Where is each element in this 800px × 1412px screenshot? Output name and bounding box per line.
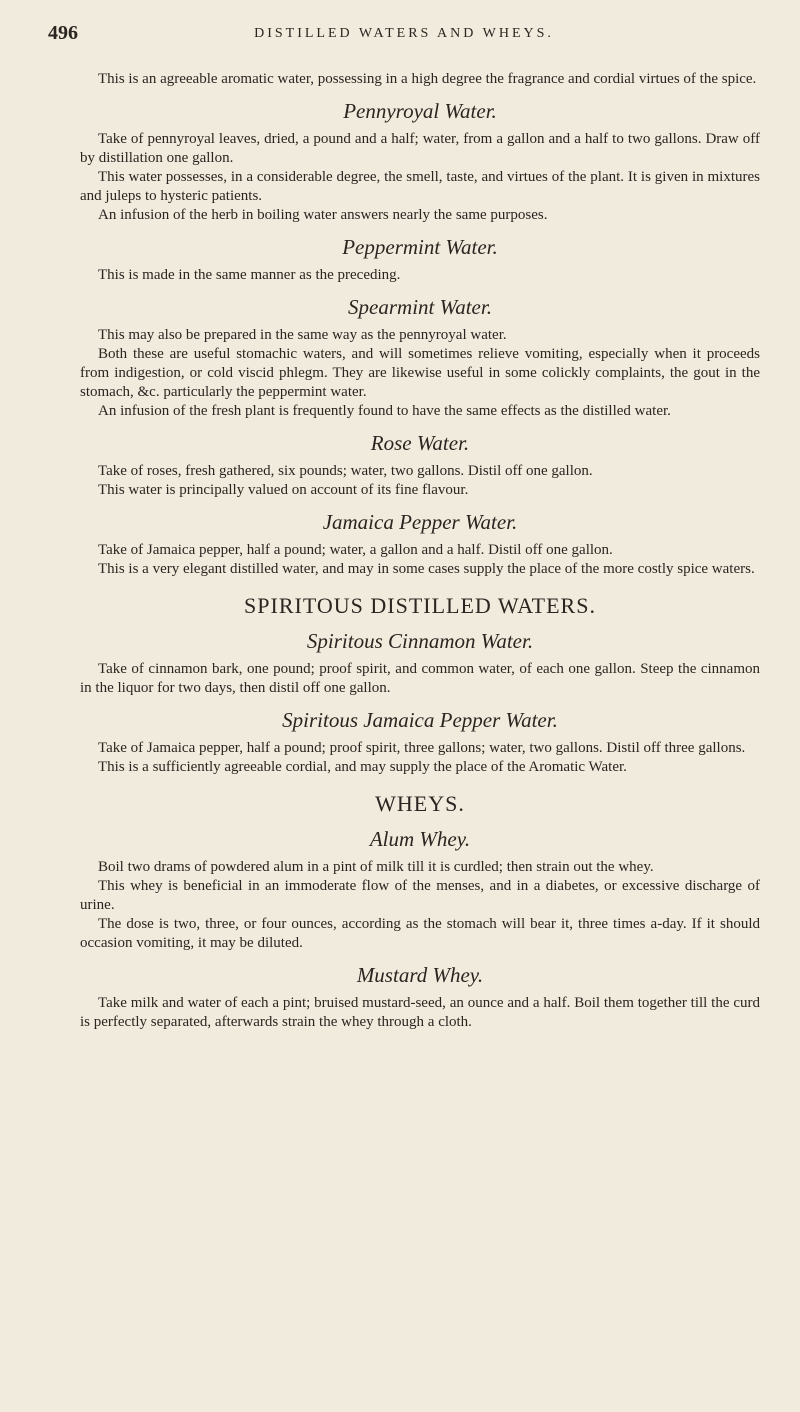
- recipe-block: [80, 827, 760, 953]
- paragraph: This water possesses, in a considerable degree, the smell, taste, and virtues of the plant. It is given in mixtures and juleps to hysteric patients.: [80, 169, 760, 204]
- paragraph: This is a sufficiently agreeable cordial, and may supply the place of the Aromatic Water.: [98, 759, 627, 775]
- paragraph: This is made in the same manner as the preceding.: [98, 267, 401, 283]
- recipe-title: Jamaica Pepper Water.: [322, 510, 518, 534]
- paragraph: Take milk and water of each a pint; bruised mustard-seed, an ounce and a half. Boil them together till the curd is perfectly separated, afterwards strain the whey through a cloth.: [80, 995, 760, 1030]
- paragraph: This may also be prepared in the same way as the pennyroyal water.: [98, 327, 507, 343]
- recipe-block: [80, 235, 760, 285]
- recipe-block: [80, 295, 760, 421]
- page-body: [80, 70, 760, 1032]
- recipe-block: [80, 708, 760, 777]
- paragraph: Take of Jamaica pepper, half a pound; proof spirit, three gallons; water, two gallons. Distil off three gallons.: [98, 740, 746, 756]
- recipe-title: Spiritous Cinnamon Water.: [306, 629, 534, 653]
- page-number: 496: [48, 22, 78, 44]
- section-heading: WHEYS.: [375, 791, 465, 816]
- paragraph: An infusion of the fresh plant is frequently found to have the same effects as the distilled water.: [98, 403, 671, 419]
- recipe-title: Peppermint Water.: [342, 235, 498, 259]
- section-heading: SPIRITOUS DISTILLED WATERS.: [244, 593, 596, 618]
- paragraph: The dose is two, three, or four ounces, according as the stomach will bear it, three times a-day. If it should occasion vomiting, it may be diluted.: [80, 916, 760, 951]
- recipe-title: Pennyroyal Water.: [343, 99, 497, 123]
- paragraph: An infusion of the herb in boiling water answers nearly the same purposes.: [98, 207, 548, 223]
- paragraph: This whey is beneficial in an immoderate flow of the menses, and in a diabetes, or excessive discharge of urine.: [80, 878, 760, 913]
- recipe-title: Spiritous Jamaica Pepper Water.: [282, 708, 558, 732]
- paragraph: Both these are useful stomachic waters, and will sometimes relieve vomiting, especially when it proceeds from indigestion, or cold viscid phlegm. They are likewise useful in some colickly complaints, the gout in the stomach, &c. particularly the peppermint water.: [80, 346, 760, 400]
- paragraph: This water is principally valued on account of its fine flavour.: [98, 482, 469, 498]
- recipe-title: Mustard Whey.: [356, 963, 484, 987]
- recipe-block: [80, 510, 760, 579]
- recipe-block: [80, 431, 760, 500]
- page-header: [48, 12, 760, 52]
- recipe-block: [80, 629, 760, 698]
- paragraph: This is a very elegant distilled water, and may in some cases supply the place of the more costly spice waters.: [98, 561, 755, 577]
- recipe-title: Rose Water.: [370, 431, 470, 455]
- intro-block: [80, 70, 760, 89]
- paragraph: Take of Jamaica pepper, half a pound; water, a gallon and a half. Distil off one gallon.: [98, 542, 613, 558]
- recipe-block: [80, 963, 760, 1032]
- recipe-title: Spearmint Water.: [348, 295, 492, 319]
- recipe-title: Alum Whey.: [369, 827, 471, 851]
- paragraph: Take of cinnamon bark, one pound; proof spirit, and common water, of each one gallon. Steep the cinnamon in the liquor for two days, then distil off one gallon.: [80, 661, 760, 696]
- running-head: DISTILLED WATERS AND WHEYS.: [254, 26, 554, 41]
- paragraph: Boil two drams of powdered alum in a pint of milk till it is curdled; then strain out the whey.: [98, 859, 654, 875]
- paragraph: Take of roses, fresh gathered, six pounds; water, two gallons. Distil off one gallon.: [98, 463, 593, 479]
- paragraph: Take of pennyroyal leaves, dried, a pound and a half; water, from a gallon and a half to two gallons. Draw off by distillation one gallon.: [80, 131, 760, 166]
- paragraph: This is an agreeable aromatic water, possessing in a high degree the fragrance and cordial virtues of the spice.: [98, 71, 757, 87]
- recipe-block: [80, 99, 760, 225]
